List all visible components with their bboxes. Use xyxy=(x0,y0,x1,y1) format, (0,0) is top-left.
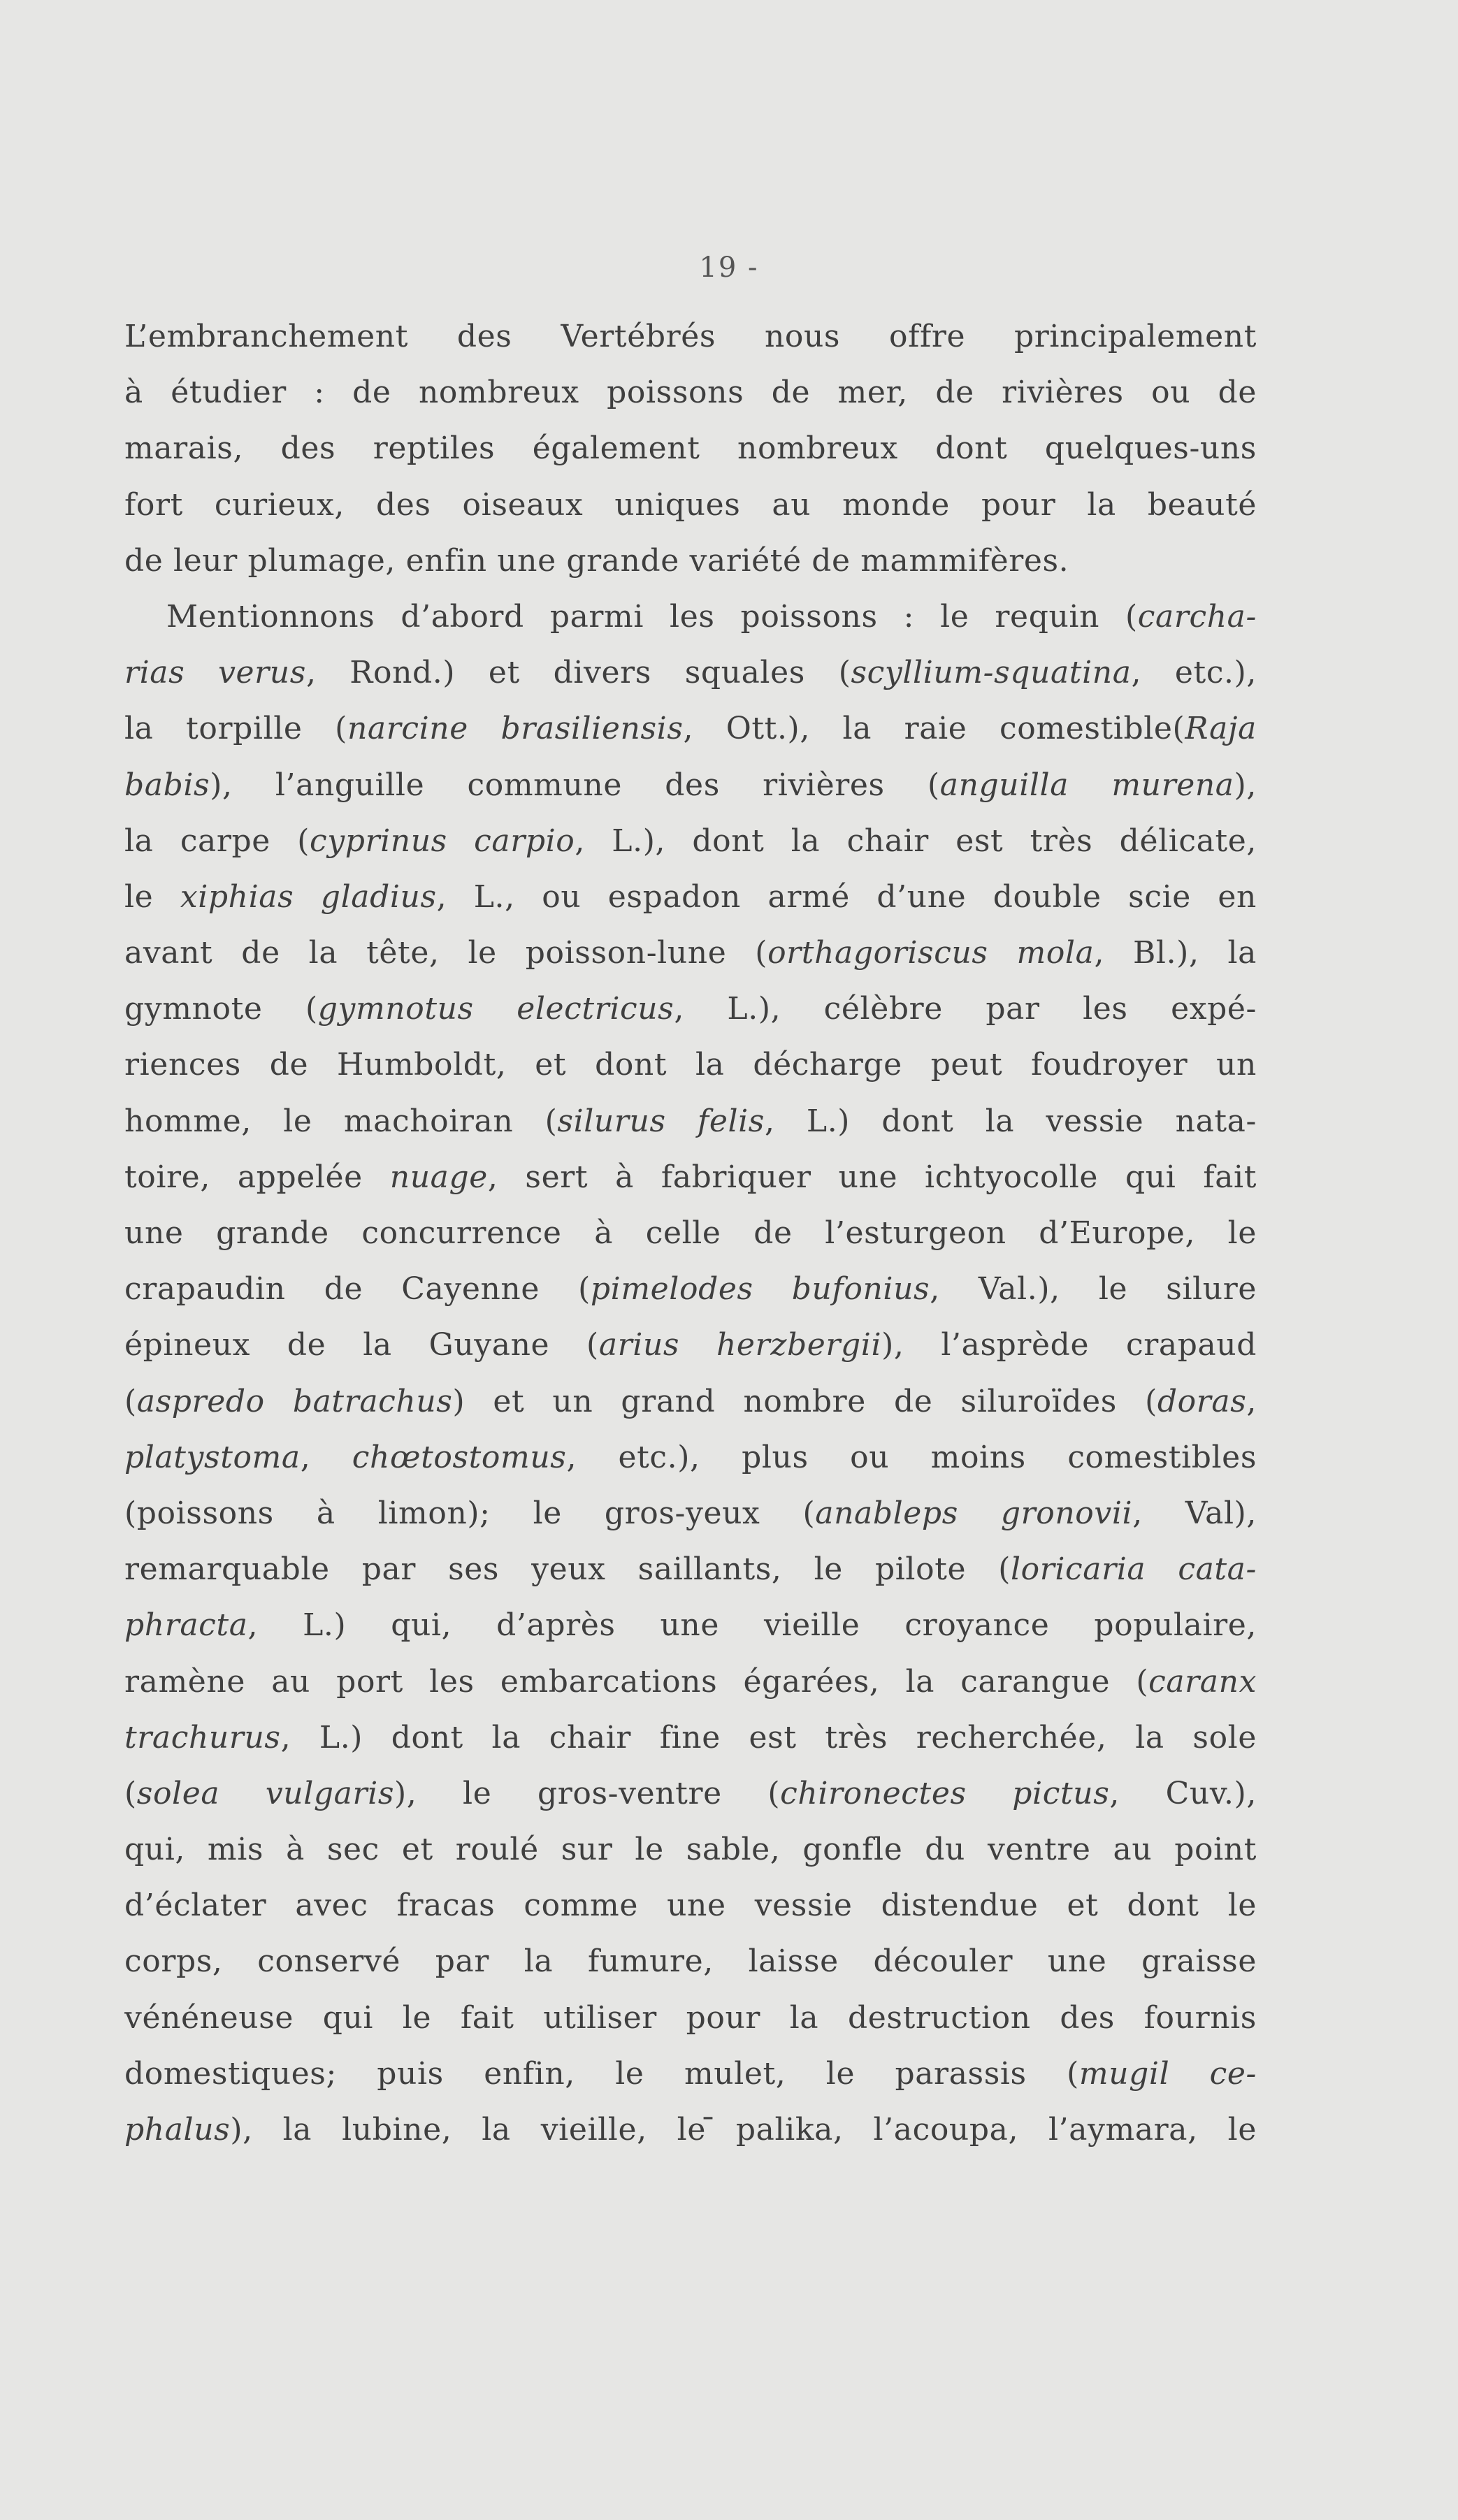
text-run: , Val.), le silure xyxy=(930,1271,1257,1308)
text-run: , Cuv.), xyxy=(1109,1775,1257,1811)
text-run: ), la lubine, la vieille, le ̄palika, l’acoupa, l’aymara, le xyxy=(230,2112,1257,2148)
italic-run: phalus xyxy=(124,2112,231,2148)
text-line xyxy=(124,589,1257,645)
italic-run: silurus felis xyxy=(557,1103,765,1139)
text-run: ), le gros-ventre ( xyxy=(394,1775,781,1811)
text-line xyxy=(124,1486,1257,1542)
text-run: domestiques; puis enfin, le mulet, le parassis ( xyxy=(124,2055,1079,2092)
italic-run: babis xyxy=(124,767,210,803)
text-run: L’embranchement des Vertébrés nous offre principalement xyxy=(124,319,1257,354)
text-line xyxy=(124,645,1257,701)
text-line xyxy=(124,1150,1257,1205)
text-line xyxy=(124,1374,1257,1430)
italic-run: anableps gronovii xyxy=(815,1495,1133,1531)
text-run: marais, des reptiles également nombreux dont quelques-uns xyxy=(124,430,1257,467)
text-run: , L.), célèbre par les expé- xyxy=(674,991,1257,1027)
italic-run: mugil ce- xyxy=(1078,2055,1257,2092)
text-run: la torpille ( xyxy=(124,711,347,747)
text-run: , sert à fabriquer une ichtyocolle qui fait xyxy=(487,1159,1257,1195)
text-line xyxy=(124,2046,1257,2102)
text-run: vénéneuse qui le fait utiliser pour la destruction des fournis xyxy=(124,1999,1257,2036)
text-run: , xyxy=(300,1439,352,1475)
text-line xyxy=(124,1317,1257,1373)
text-run: ( xyxy=(124,1383,137,1419)
italic-run: trachurus xyxy=(124,1719,281,1755)
text-line xyxy=(124,758,1257,813)
text-run: de leur plumage, enfin une grande variété de mammifères. xyxy=(124,542,1069,579)
text-line xyxy=(124,1878,1257,1934)
text-line xyxy=(124,1261,1257,1317)
text-run: à étudier : de nombreux poissons de mer, de rivières ou de xyxy=(124,375,1257,411)
text-line xyxy=(124,533,1257,589)
text-line xyxy=(124,1822,1257,1878)
text-run: ), l’anguille commune des rivières ( xyxy=(210,767,940,803)
text-run: toire, appelée xyxy=(124,1159,390,1195)
text-run: , L.) dont la vessie nata- xyxy=(764,1103,1257,1139)
text-line xyxy=(124,1598,1257,1653)
text-run: qui, mis à sec et roulé sur le sable, gonfle du ventre au point xyxy=(124,1832,1257,1868)
text-run: , Ott.), la raie comestible( xyxy=(683,711,1185,747)
italic-run: chœtostomus xyxy=(352,1439,567,1475)
text-line xyxy=(124,1934,1257,1990)
text-run: le xyxy=(124,878,180,915)
italic-run: loricaria cata- xyxy=(1010,1551,1257,1588)
italic-run: solea vulgaris xyxy=(136,1775,395,1811)
italic-run: pimelodes bufonius xyxy=(590,1271,930,1308)
text-run: fort curieux, des oiseaux uniques au monde pour la beauté xyxy=(124,486,1257,523)
text-run: ), xyxy=(1234,767,1257,803)
text-run: riences de Humboldt, et dont la décharge peut foudroyer un xyxy=(124,1047,1257,1083)
text-line xyxy=(124,981,1257,1037)
italic-run: gymnotus electricus xyxy=(317,991,674,1027)
text-line xyxy=(124,925,1257,981)
italic-run: scyllium-squatina xyxy=(851,655,1132,691)
text-run: corps, conservé par la fumure, laisse découler une graisse xyxy=(124,1943,1257,1980)
text-line xyxy=(124,1037,1257,1093)
text-run: ) et un grand nombre de siluroïdes ( xyxy=(452,1383,1157,1419)
text-run: remarquable par ses yeux saillants, le pilote ( xyxy=(124,1551,1011,1588)
text-line xyxy=(124,1430,1257,1486)
text-run: , Rond.) et divers squales ( xyxy=(305,655,851,691)
italic-run: rias verus xyxy=(124,655,306,691)
italic-run: nuage xyxy=(389,1159,488,1195)
italic-run: arius herzbergii xyxy=(598,1327,882,1363)
text-line xyxy=(124,365,1257,421)
body-text xyxy=(124,309,1257,2158)
text-line xyxy=(124,1710,1257,1766)
text-run: , L.), dont la chair est très délicate, xyxy=(575,823,1257,859)
text-run: Mentionnons d’abord parmi les poissons : le requin ( xyxy=(166,598,1138,635)
text-line xyxy=(124,2102,1257,2158)
italic-run: cyprinus carpio xyxy=(310,823,575,859)
text-run: une grande concurrence à celle de l’esturgeon d’Europe, le xyxy=(124,1215,1257,1251)
text-run: (poissons à limon); le gros-yeux ( xyxy=(124,1495,816,1531)
text-line xyxy=(124,869,1257,925)
text-line xyxy=(124,813,1257,869)
text-run: avant de la tête, le poisson-lune ( xyxy=(124,935,768,971)
italic-run: narcine brasiliensis xyxy=(347,711,684,747)
text-run: , L.) dont la chair fine est très recherchée, la sole xyxy=(280,1719,1257,1755)
text-run: , L.) qui, d’après une vieille croyance populaire, xyxy=(247,1607,1257,1644)
page-number: 19 - xyxy=(699,252,759,284)
text-run: ramène au port les embarcations égarées, la carangue ( xyxy=(124,1663,1149,1700)
text-line xyxy=(124,1205,1257,1261)
text-run: épineux de la Guyane ( xyxy=(124,1327,599,1363)
text-line xyxy=(124,477,1257,533)
text-run: , etc.), xyxy=(1131,655,1257,691)
italic-run: xiphias gladius xyxy=(180,878,437,915)
text-line xyxy=(124,421,1257,477)
text-line xyxy=(124,701,1257,757)
text-line xyxy=(124,1094,1257,1150)
text-line xyxy=(124,1990,1257,2046)
italic-run: phracta xyxy=(124,1607,248,1644)
italic-run: doras xyxy=(1157,1383,1247,1419)
italic-run: carcha- xyxy=(1137,598,1257,635)
italic-run: Raja xyxy=(1185,711,1257,747)
text-line xyxy=(124,1542,1257,1598)
italic-run: orthagoriscus mola xyxy=(767,935,1095,971)
text-run: , xyxy=(1246,1383,1257,1419)
italic-run: chironectes pictus xyxy=(780,1775,1110,1811)
text-run: homme, le machoiran ( xyxy=(124,1103,558,1139)
italic-run: platystoma xyxy=(124,1439,301,1475)
text-run: , Bl.), la xyxy=(1094,935,1257,971)
text-run: ( xyxy=(124,1775,137,1811)
text-run: , L., ou espadon armé d’une double scie en xyxy=(436,878,1257,915)
text-run: crapaudin de Cayenne ( xyxy=(124,1271,591,1308)
text-run: ), l’asprède crapaud xyxy=(881,1327,1257,1363)
text-line xyxy=(124,1654,1257,1710)
text-line xyxy=(124,1766,1257,1822)
italic-run: anguilla murena xyxy=(939,767,1234,803)
text-run: la carpe ( xyxy=(124,823,310,859)
text-run: , Val), xyxy=(1132,1495,1257,1531)
italic-run: aspredo batrachus xyxy=(136,1383,453,1419)
text-run: gymnote ( xyxy=(124,991,318,1027)
italic-run: caranx xyxy=(1148,1663,1257,1700)
text-run: d’éclater avec fracas comme une vessie distendue et dont le xyxy=(124,1888,1257,1924)
text-line xyxy=(124,309,1257,365)
text-run: , etc.), plus ou moins comestibles xyxy=(566,1439,1257,1475)
